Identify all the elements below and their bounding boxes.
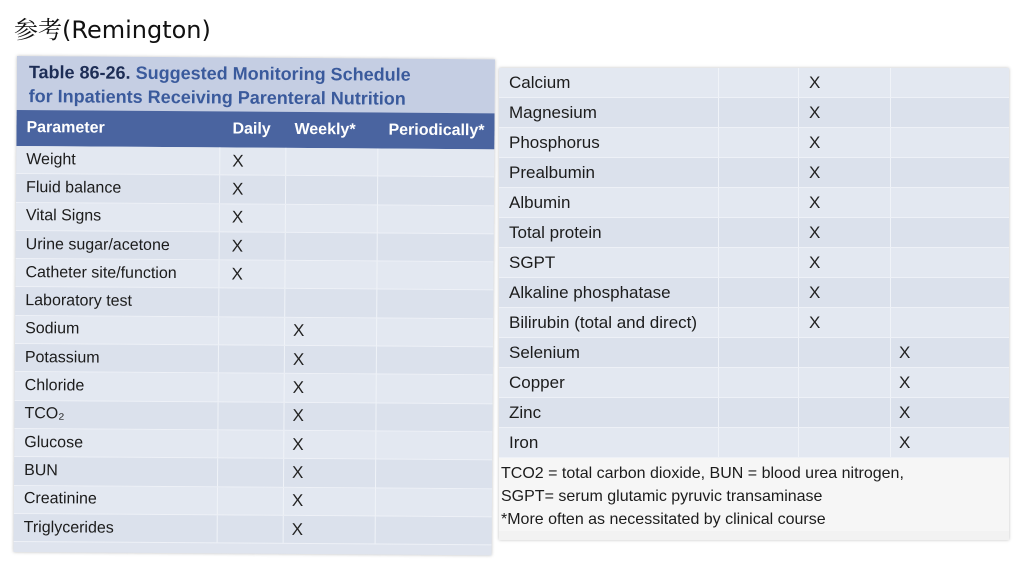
- cell-parameter: Laboratory test: [15, 287, 219, 316]
- cell-parameter: Weight: [16, 146, 220, 175]
- cell-daily: [218, 459, 284, 487]
- cell-daily: [719, 158, 799, 187]
- cell-parameter: Triglycerides: [14, 514, 218, 543]
- cell-weekly: X: [284, 431, 376, 459]
- cell-daily: [219, 289, 285, 317]
- cell-periodically: [891, 188, 1009, 217]
- cell-parameter: Albumin: [499, 188, 719, 217]
- cell-weekly: X: [799, 218, 891, 247]
- table-header-row: [16, 110, 494, 149]
- table-row: [14, 457, 492, 489]
- cell-daily: X: [220, 204, 286, 232]
- table-right-panel: [499, 68, 1009, 540]
- cell-daily: [719, 218, 799, 247]
- cell-parameter: Zinc: [499, 398, 719, 427]
- cell-parameter: Selenium: [499, 338, 719, 367]
- cell-parameter: Prealbumin: [499, 158, 719, 187]
- cell-periodically: [377, 262, 493, 290]
- cell-daily: [218, 430, 284, 458]
- cell-periodically: [377, 347, 493, 375]
- cell-periodically: [891, 248, 1009, 277]
- table-row: [499, 128, 1009, 158]
- cell-weekly: X: [799, 158, 891, 187]
- cell-periodically: [891, 128, 1009, 157]
- cell-parameter: Vital Signs: [16, 203, 220, 232]
- cell-parameter: Potassium: [15, 344, 219, 373]
- table-right-body: [499, 68, 1009, 458]
- cell-weekly: X: [799, 308, 891, 337]
- cell-daily: [218, 402, 284, 430]
- cell-periodically: [377, 318, 493, 346]
- cell-parameter: BUN: [14, 457, 218, 486]
- cell-weekly: [799, 428, 891, 457]
- cell-weekly: X: [799, 68, 891, 97]
- cell-weekly: X: [799, 98, 891, 127]
- table-row: [499, 338, 1009, 368]
- cell-daily: [719, 278, 799, 307]
- caption-line-2: for Inpatients Receiving Parenteral Nutrition: [28, 86, 406, 109]
- cell-weekly: [799, 368, 891, 397]
- cell-daily: X: [220, 147, 286, 175]
- cell-weekly: X: [799, 188, 891, 217]
- cell-daily: [719, 398, 799, 427]
- cell-parameter: Copper: [499, 368, 719, 397]
- footnote-frequency: *More often as necessitated by clinical course: [501, 511, 826, 528]
- table-row: [499, 98, 1009, 128]
- cell-periodically: [378, 177, 494, 205]
- cell-daily: [719, 368, 799, 397]
- table-row: [14, 401, 492, 433]
- cell-daily: X: [220, 232, 286, 260]
- cell-daily: [719, 188, 799, 217]
- table-number: Table 86-26.: [28, 62, 131, 83]
- cell-periodically: X: [899, 342, 911, 362]
- cell-weekly: [799, 338, 891, 367]
- table-row: [16, 146, 494, 178]
- cell-daily: [218, 487, 284, 515]
- cell-parameter: Alkaline phosphatase: [499, 278, 719, 307]
- cell-parameter: Phosphorus: [499, 128, 719, 157]
- cell-weekly: X: [284, 403, 376, 431]
- header-weekly: Weekly*: [294, 120, 356, 139]
- cell-periodically: [376, 403, 492, 431]
- table-row: [499, 398, 1009, 428]
- table-row: [499, 308, 1009, 338]
- cell-periodically: [891, 218, 1009, 247]
- cell-daily: [719, 128, 799, 157]
- cell-weekly: X: [285, 346, 377, 374]
- cell-parameter: Urine sugar/acetone: [16, 231, 220, 260]
- cell-parameter: Catheter site/function: [15, 259, 219, 288]
- cell-weekly: X: [284, 487, 376, 515]
- cell-parameter: Creatinine: [14, 486, 218, 515]
- cell-daily: [719, 68, 799, 97]
- cell-weekly: X: [284, 459, 376, 487]
- cell-parameter: Glucose: [14, 429, 218, 458]
- cell-weekly: X: [285, 318, 377, 346]
- caption-line-1: Suggested Monitoring Schedule: [135, 62, 411, 85]
- cell-weekly: X: [799, 128, 891, 157]
- table-row: [499, 428, 1009, 458]
- cell-parameter: Iron: [499, 428, 719, 457]
- cell-weekly: X: [799, 248, 891, 277]
- cell-periodically: [376, 488, 492, 516]
- cell-periodically: [377, 375, 493, 403]
- table-row: [14, 429, 492, 461]
- cell-parameter: Sodium: [15, 316, 219, 345]
- cell-periodically: X: [899, 432, 911, 452]
- table-row: [15, 344, 493, 376]
- cell-daily: [218, 515, 284, 543]
- table-left-panel: [14, 56, 495, 555]
- cell-periodically: [376, 516, 492, 544]
- cell-periodically: X: [899, 372, 911, 392]
- header-parameter: Parameter: [26, 119, 105, 137]
- cell-periodically: [891, 98, 1009, 127]
- cell-parameter: TCO₂: [14, 401, 218, 430]
- table-row: [15, 259, 493, 291]
- cell-weekly: X: [284, 516, 376, 544]
- cell-periodically: [891, 158, 1009, 187]
- cell-daily: [719, 98, 799, 127]
- table-row: [14, 514, 492, 546]
- table-row: [499, 248, 1009, 278]
- cell-parameter: SGPT: [499, 248, 719, 277]
- cell-weekly: [286, 204, 378, 232]
- cell-periodically: [378, 233, 494, 261]
- cell-periodically: [891, 308, 1009, 337]
- cell-periodically: [891, 68, 1009, 97]
- table-row: [14, 486, 492, 518]
- cell-daily: [219, 374, 285, 402]
- header-periodically: Periodically*: [388, 121, 485, 140]
- cell-daily: [219, 317, 285, 345]
- cell-daily: [719, 338, 799, 367]
- cell-parameter: Bilirubin (total and direct): [499, 308, 719, 337]
- cell-parameter: Calcium: [499, 68, 719, 97]
- slide-title: 参考(Remington): [14, 16, 211, 44]
- cell-weekly: X: [799, 278, 891, 307]
- cell-periodically: [376, 431, 492, 459]
- table-row: [499, 158, 1009, 188]
- cell-daily: [719, 248, 799, 277]
- header-daily: Daily: [232, 120, 271, 138]
- cell-parameter: Fluid balance: [16, 174, 220, 203]
- cell-daily: X: [220, 176, 286, 204]
- cell-periodically: [377, 290, 493, 318]
- cell-daily: [719, 428, 799, 457]
- cell-weekly: X: [285, 374, 377, 402]
- cell-parameter: Magnesium: [499, 98, 719, 127]
- cell-daily: [219, 345, 285, 373]
- cell-weekly: [286, 233, 378, 261]
- cell-periodically: X: [899, 402, 911, 422]
- footnote-abbreviations-1: TCO2 = total carbon dioxide, BUN = blood urea nitrogen,: [501, 465, 904, 482]
- cell-daily: X: [219, 261, 285, 289]
- cell-periodically: [378, 149, 494, 177]
- table-row: [15, 372, 493, 404]
- table-row: [15, 287, 493, 319]
- cell-periodically: [891, 278, 1009, 307]
- table-row: [499, 368, 1009, 398]
- cell-weekly: [286, 148, 378, 176]
- table-row: [16, 174, 494, 206]
- table-row: [15, 316, 493, 348]
- cell-weekly: [286, 176, 378, 204]
- table-row: [16, 231, 494, 263]
- cell-daily: [719, 308, 799, 337]
- cell-parameter: Chloride: [15, 372, 219, 401]
- table-left-body: [14, 146, 495, 545]
- cell-periodically: [378, 205, 494, 233]
- footnotes: [499, 458, 1009, 531]
- cell-parameter: Total protein: [499, 218, 719, 247]
- cell-weekly: [285, 261, 377, 289]
- table-caption: [17, 56, 495, 113]
- cell-weekly: [799, 398, 891, 427]
- table-row: [16, 203, 494, 235]
- table-row: [499, 188, 1009, 218]
- cell-weekly: [285, 289, 377, 317]
- table-row: [499, 218, 1009, 248]
- table-row: [499, 278, 1009, 308]
- footnote-abbreviations-2: SGPT= serum glutamic pyruvic transaminase: [501, 488, 823, 505]
- cell-periodically: [376, 460, 492, 488]
- table-row: [499, 68, 1009, 98]
